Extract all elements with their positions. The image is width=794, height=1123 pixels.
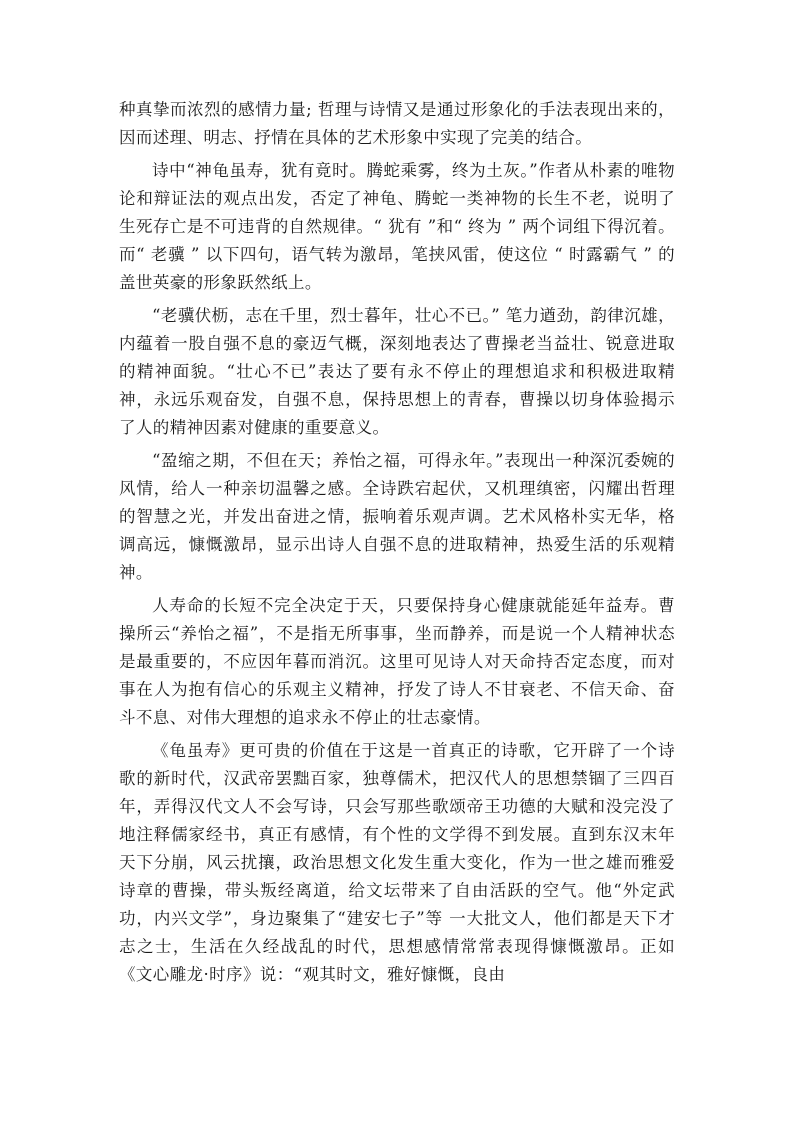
paragraph-poem-value: 《龟虽寿》更可贵的价值在于这是一首真正的诗歌，它开辟了一个诗歌的新时代，汉武帝罢黜百家，独尊儒术，把汉代人的思想禁锢了三四百年，弄得汉代文人不会写诗，只会写那些歌颂帝王功德的大赋和没完没了地注释儒家经书，真正有感情，有个性的文学得不到发展。直到东汉末年天下分崩，风云扰攘，政治思想文化发生重大变化，作为一世之雄而雅爱诗章的曹操，带头叛经离道，给文坛带来了自由活跃的空气。他“外定武功，内兴文学”，身边聚集了“建安七子”等 一大批文人，他们都是天下才志之士，生活在久经战乱的时代，思想感情常常表现得慷慨激昂。正如《文心雕龙·时序》说：“观其时文，雅好慷慨，良由 bbox=[119, 741, 675, 984]
article-body bbox=[119, 96, 675, 994]
paragraph-shengui-analysis: 诗中“神龟虽寿，犹有竟时。腾蛇乘雾，终为土灰。”作者从朴素的唯物论和辩证法的观点出发，否定了神龟、腾蛇一类神物的长生不老，说明了生死存亡是不可违背的自然规律。“ 犹有 ”和“ 终为 ” 两个词组下得沉着。而“ 老骥 ” 以下四句，语气转为激昂，笔挟风雷，使这位 “ 时露霸气 ” 的盖世英豪的形象跃然纸上。 bbox=[119, 161, 675, 292]
paragraph-yingsuo-analysis: “盈缩之期，不但在天；养怡之福，可得永年。”表现出一种深沉委婉的风情，给人一种亲切温馨之感。全诗跌宕起伏，又机理缜密，闪耀出哲理的智慧之光，并发出奋进之情，振响着乐观声调。艺术风格朴实无华，格调高远，慷慨激昂，显示出诗人自强不息的进取精神，热爱生活的乐观精神。 bbox=[119, 451, 675, 582]
paragraph-continuation: 种真挚而浓烈的感情力量; 哲理与诗情又是通过形象化的手法表现出来的，因而述理、明志、抒情在具体的艺术形象中实现了完美的结合。 bbox=[119, 100, 675, 147]
paragraph-laoji-analysis: “老骥伏枥，志在千里，烈士暮年，壮心不已。” 笔力遒劲，韵律沉雄，内蕴着一股自强不息的豪迈气概，深刻地表达了曹操老当益壮、锐意进取的精神面貌。“壮心不已”表达了要有永不停止的理想追求和积极进取精神，永远乐观奋发，自强不息，保持思想上的青春，曹操以切身体验揭示了人的精神因素对健康的重要意义。 bbox=[119, 306, 675, 437]
paragraph-lifespan-analysis: 人寿命的长短不完全决定于天，只要保持身心健康就能延年益寿。曹操所云“养怡之福”，不是指无所事事，坐而静养，而是说一个人精神状态是最重要的，不应因年暮而消沉。这里可见诗人对天命持否定态度，而对事在人为抱有信心的乐观主义精神，抒发了诗人不甘衰老、不信天命、奋斗不息、对伟大理想的追求永不停止的壮志豪情。 bbox=[119, 596, 675, 727]
